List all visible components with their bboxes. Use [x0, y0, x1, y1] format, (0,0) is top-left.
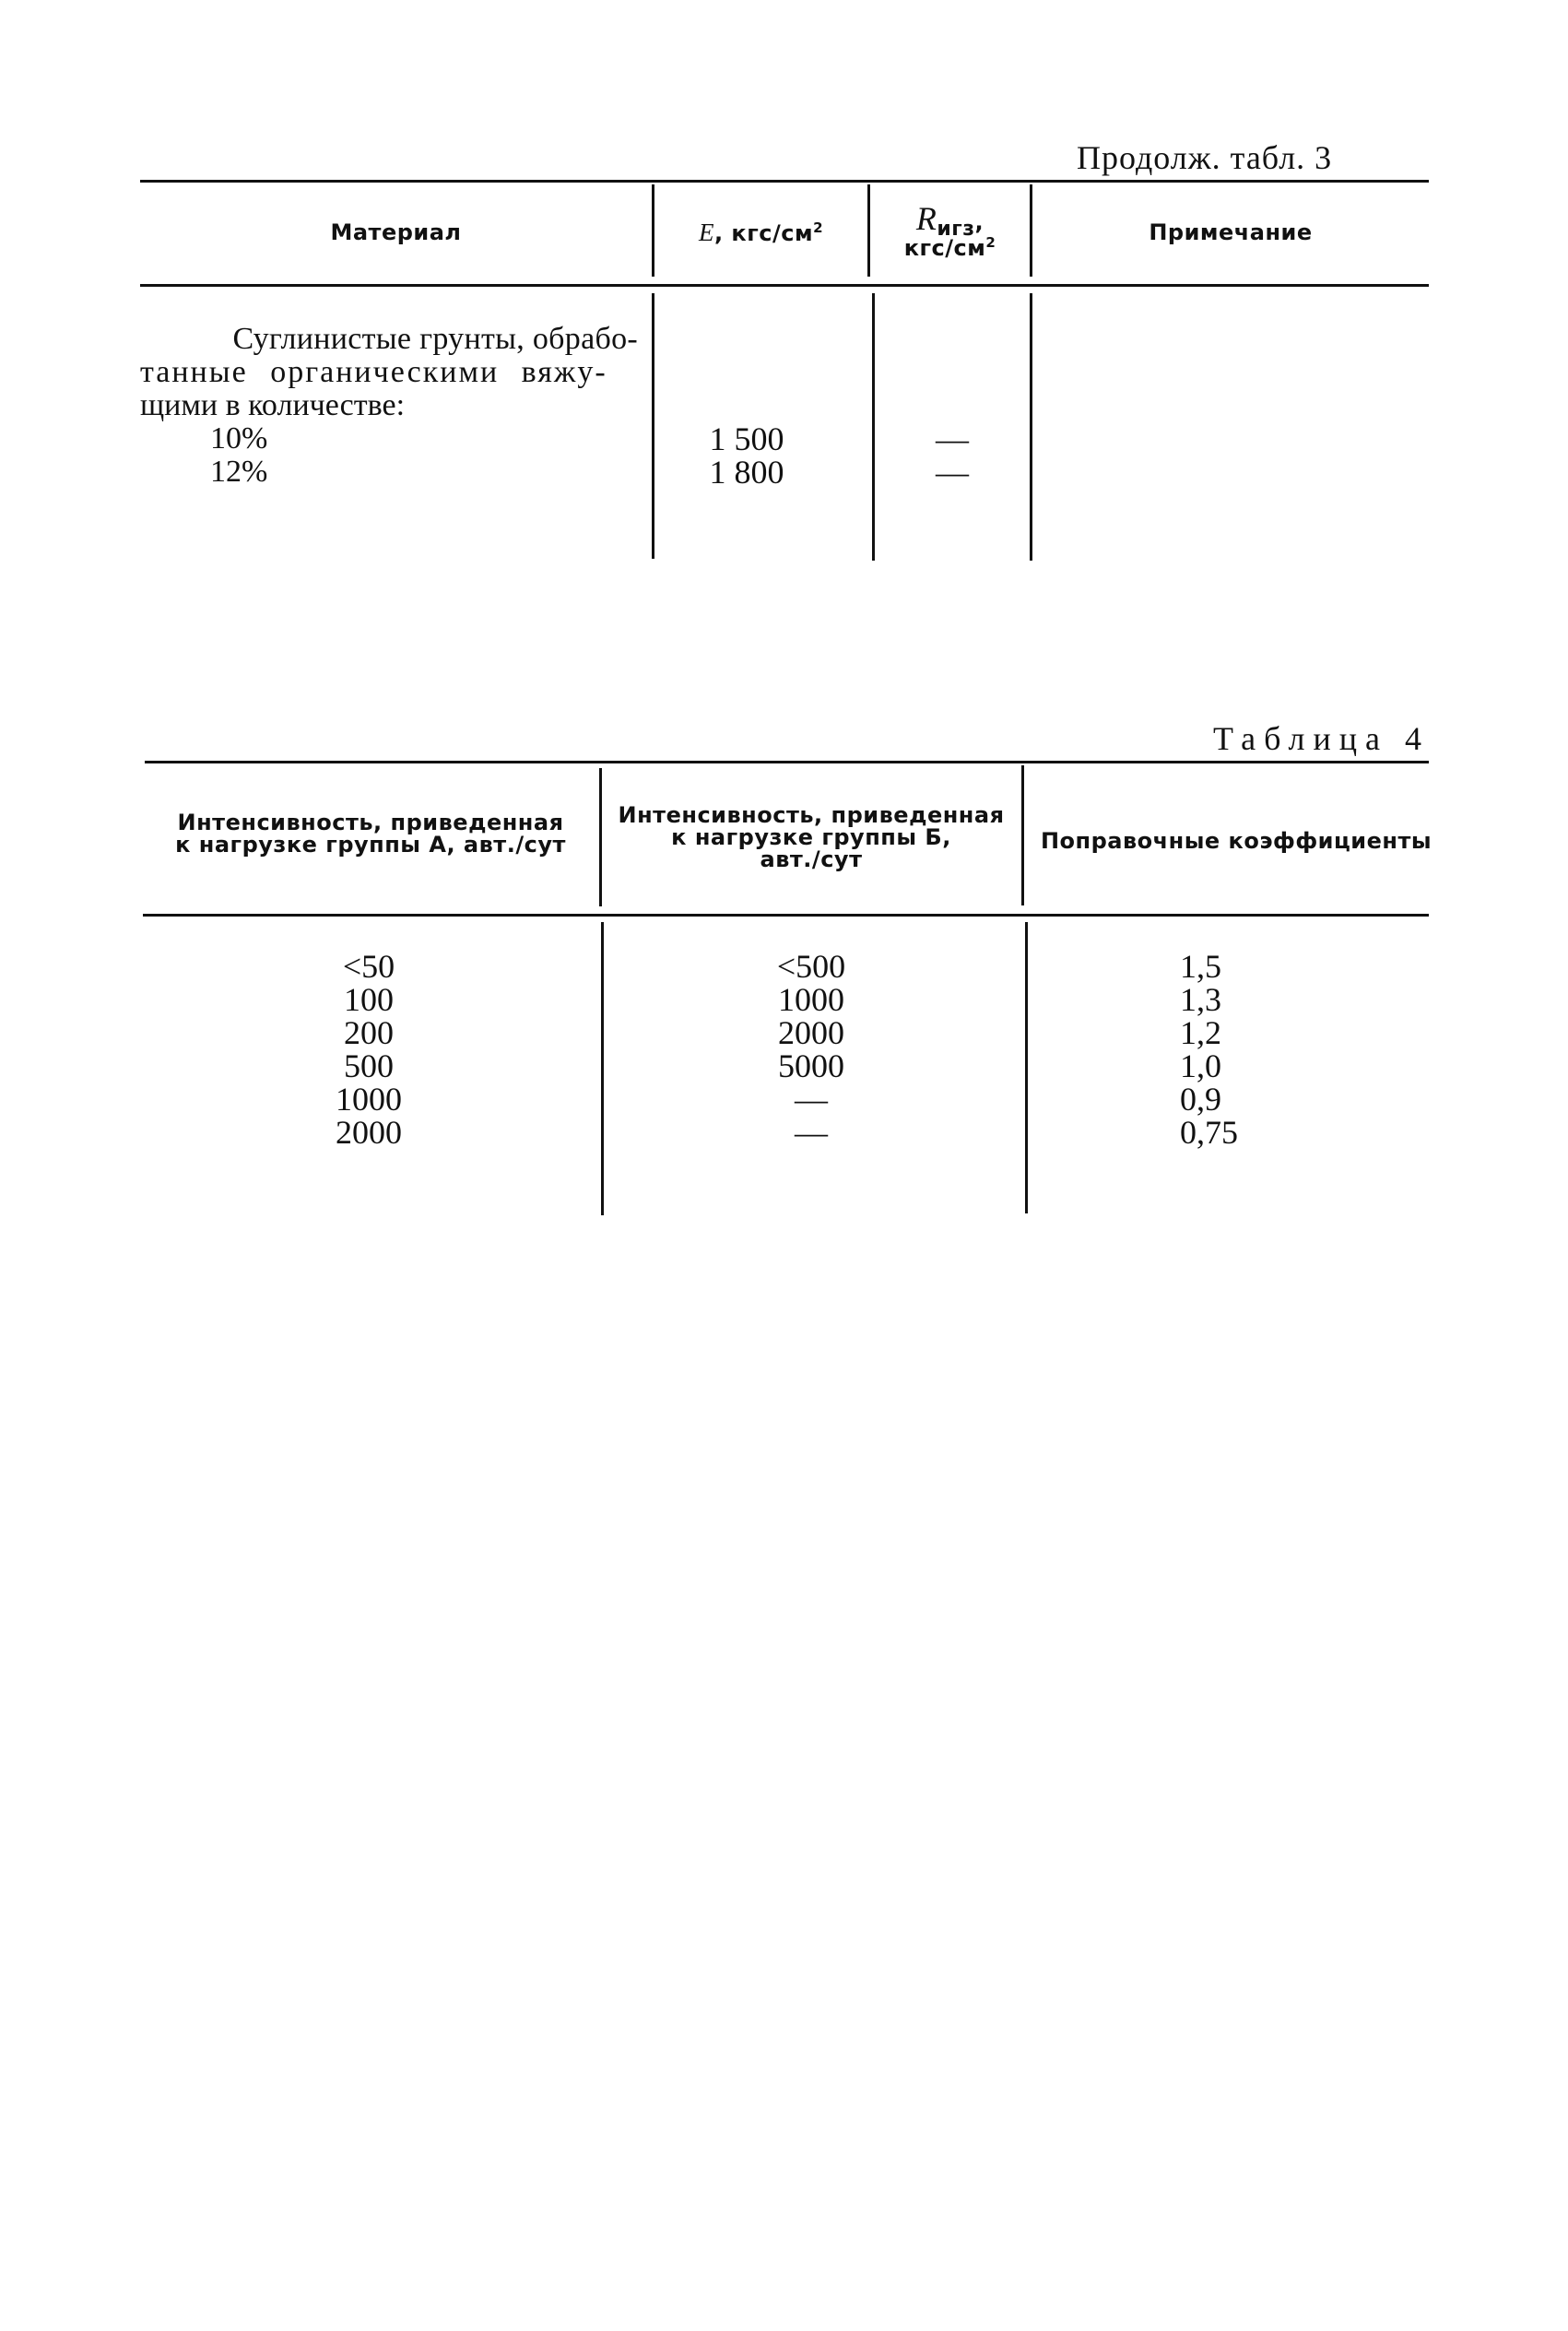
table4-col-divider-1	[599, 768, 602, 906]
table3-body-divider-3	[1030, 293, 1032, 561]
table4-caption: Таблица 4	[1213, 720, 1430, 757]
table-cell-b: 5000	[778, 1047, 844, 1084]
header-intensity-group-b	[604, 804, 1019, 870]
table-cell-a: 500	[344, 1047, 394, 1084]
table4-column-k	[1180, 950, 1291, 1149]
table3-header-rule	[140, 284, 1429, 287]
table-cell-a: 2000	[336, 1114, 402, 1151]
table4-column-a	[277, 950, 461, 1149]
header-b-line-2: к нагрузке группы Б,	[671, 824, 951, 850]
header-a-line-1: Интенсивность, приведенная	[177, 810, 564, 835]
table-cell-k: 1,2	[1180, 1014, 1221, 1051]
header-b-line-3: авт./сут	[760, 846, 863, 872]
material-line-3: щими в количестве:	[140, 388, 406, 422]
table3-caption: Продолж. табл. 3	[1077, 139, 1333, 176]
table-cell-b: —	[795, 1081, 828, 1118]
r-value: —	[936, 454, 969, 491]
header-correction-factors: Поправочные коэффициенты	[1040, 828, 1432, 854]
material-line-1: Суглинистые грунты, обрабо-	[232, 322, 638, 356]
e-unit-sup: 2	[813, 219, 824, 236]
table-cell-k: 0,75	[1180, 1114, 1238, 1151]
r-unit-sup: 2	[985, 234, 996, 251]
e-unit: , кгс/см	[713, 220, 814, 246]
material-item-label: 10%	[210, 421, 268, 456]
e-value: 1 500	[709, 420, 784, 457]
r-symbol: R	[915, 200, 937, 237]
table4-body-divider-2	[1025, 922, 1028, 1213]
header-intensity-group-a	[145, 811, 596, 856]
table4-col-divider-2	[1021, 765, 1024, 905]
table-cell-k: 0,9	[1180, 1081, 1221, 1118]
table-cell-k: 1,0	[1180, 1047, 1221, 1084]
r-subscript: игз	[937, 217, 975, 241]
material-line-2: танные органическими вяжу-	[140, 355, 607, 389]
r-comma: ,	[974, 209, 984, 235]
material-item-label: 12%	[210, 455, 268, 489]
table-cell-a: <50	[342, 948, 395, 985]
table4-header-rule	[143, 914, 1429, 917]
header-r-strength	[870, 200, 1030, 261]
table-cell-a: 200	[344, 1014, 394, 1051]
r-value: —	[936, 420, 969, 457]
header-a-line-2: к нагрузке группы А, авт./сут	[175, 832, 566, 858]
header-b-line-1: Интенсивность, приведенная	[618, 802, 1005, 828]
table-cell-b: —	[795, 1114, 828, 1151]
table4-top-rule	[145, 761, 1429, 763]
e-value: 1 800	[709, 454, 784, 491]
table4-body-divider-1	[601, 922, 604, 1215]
e-symbol: E	[698, 219, 714, 246]
header-e-modulus	[654, 221, 867, 244]
table-cell-b: 1000	[778, 981, 844, 1018]
table-cell-a: 1000	[336, 1081, 402, 1118]
table-cell-a: 100	[344, 981, 394, 1018]
material-description	[140, 323, 638, 422]
table4-column-b	[719, 950, 903, 1149]
table-cell-k: 1,3	[1180, 981, 1221, 1018]
table3-top-rule	[140, 180, 1429, 183]
table-cell-b: 2000	[778, 1014, 844, 1051]
header-note: Примечание	[1149, 219, 1313, 245]
table-cell-k: 1,5	[1180, 948, 1221, 985]
table-cell-b: <500	[776, 948, 846, 985]
header-material: Материал	[330, 219, 462, 245]
r-unit: кгс/см	[903, 235, 986, 261]
